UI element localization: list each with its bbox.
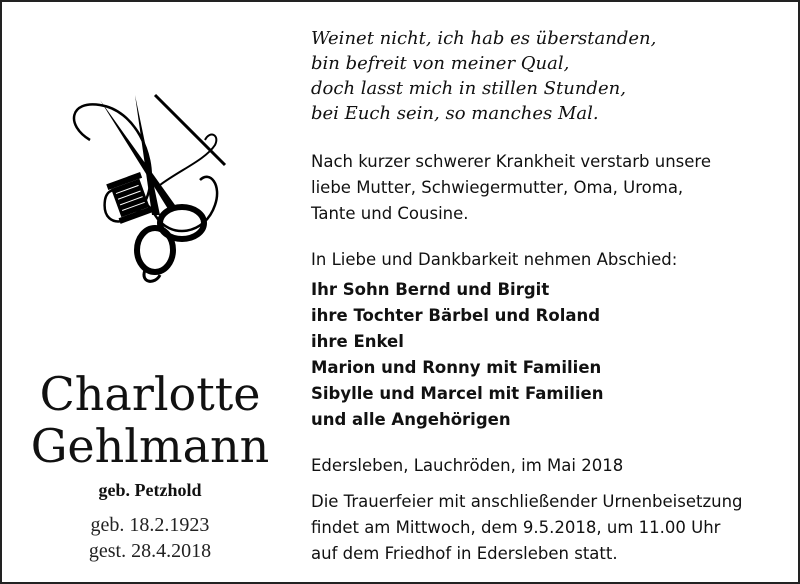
mourner-line: ihre Enkel — [311, 332, 404, 351]
poem — [311, 26, 791, 126]
poem-line: Weinet nicht, ich hab es überstanden, — [311, 28, 657, 49]
service-line: Die Trauerfeier mit anschließender Urnenbeisetzung — [311, 492, 743, 511]
life-dates — [0, 512, 300, 564]
place-date: Edersleben, Lauchröden, im Mai 2018 — [311, 456, 624, 475]
birth-name: geb. Petzhold — [98, 480, 202, 500]
mourner-line: und alle Angehörigen — [311, 410, 511, 429]
intro-line: liebe Mutter, Schwiegermutter, Oma, Uroma, — [311, 178, 684, 197]
service-info — [311, 489, 791, 567]
deceased-last-name: Gehlmann — [30, 419, 270, 473]
farewell-line: In Liebe und Dankbarkeit nehmen Abschied: — [311, 250, 678, 269]
poem-line: doch lasst mich in stillen Stunden, — [311, 78, 626, 99]
mourner-line: Sibylle und Marcel mit Familien — [311, 384, 604, 403]
intro-text — [311, 149, 791, 227]
right-column — [311, 26, 791, 567]
mourner-line: Ihr Sohn Bernd und Birgit — [311, 280, 550, 299]
intro-line: Nach kurzer schwerer Krankheit verstarb unsere — [311, 152, 711, 171]
mourner-line: Marion und Ronny mit Familien — [311, 358, 602, 377]
left-column — [0, 0, 300, 584]
birth-date: geb. 18.2.1923 — [90, 514, 210, 536]
mourners-list — [311, 277, 791, 433]
poem-line: bin befreit von meiner Qual, — [311, 53, 570, 74]
service-line: auf dem Friedhof in Edersleben statt. — [311, 544, 618, 563]
intro-line: Tante und Cousine. — [311, 204, 469, 223]
poem-line: bei Euch sein, so manches Mal. — [311, 103, 599, 124]
scissors-and-thread-spool-icon — [60, 85, 240, 285]
deceased-first-name: Charlotte — [39, 367, 261, 421]
death-date: gest. 28.4.2018 — [88, 540, 212, 562]
mourner-line: ihre Tochter Bärbel und Roland — [311, 306, 601, 325]
service-line: findet am Mittwoch, dem 9.5.2018, um 11.00 Uhr — [311, 518, 721, 537]
